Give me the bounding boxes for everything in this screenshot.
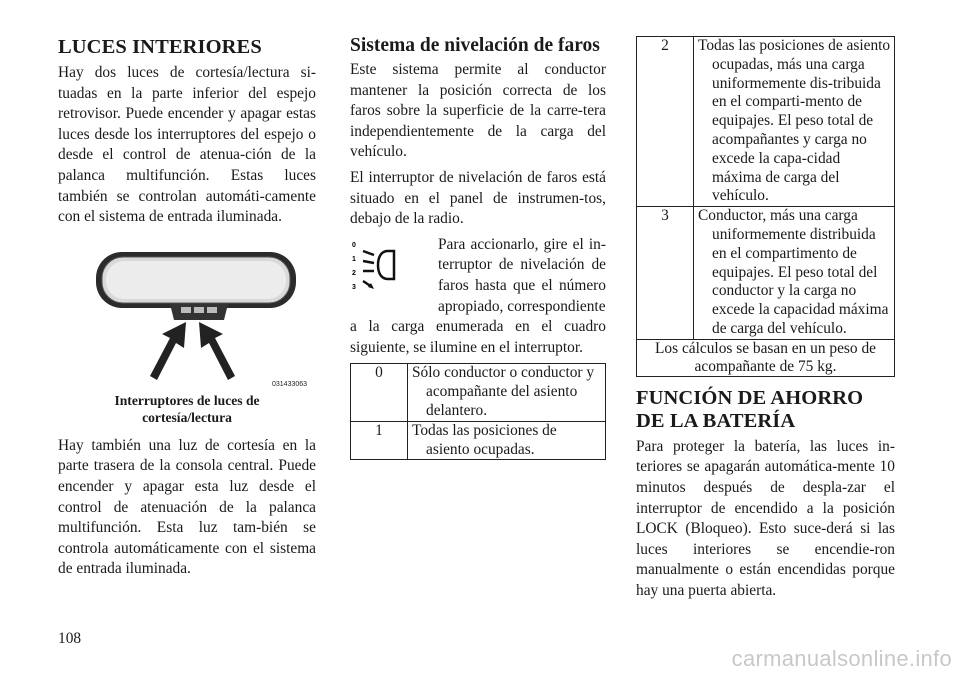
- page-number: 108: [58, 630, 82, 647]
- left-column: [58, 30, 316, 585]
- mirror-illustration: [58, 246, 316, 391]
- table-row: [637, 37, 895, 207]
- table-cell-description: Todas las posiciones de asiento ocupadas.: [408, 421, 606, 460]
- paragraph-battery-saver: Para proteger la batería, las luces in-teriores se apagarán automática-mente 10 minutos después de despla-zar el interruptor de encendido a la posición LOCK (Bloqueo). Esto suce-derá si las luces interiores se encendie-ron manualmente o están encendidas porque hay una puerta abierta.: [636, 437, 895, 599]
- svg-text:3: 3: [352, 283, 356, 291]
- site-watermark: carmanualsonline.info: [731, 646, 952, 671]
- paragraph-console-light: Hay también una luz de cortesía en la parte trasera de la consola central. Puede encender y apagar esta luz desde el control de atenuación de la palanca multifunción. Esta luz tam-bién se controla automáticamente con el sistema de entrada iluminada.: [58, 436, 316, 578]
- table-row: [351, 421, 606, 460]
- headlight-leveling-icon: [350, 237, 410, 295]
- table-cell-level: 3: [637, 207, 694, 340]
- svg-text:1: 1: [352, 255, 356, 263]
- paragraph-courtesy-lights: Hay dos luces de cortesía/lectura si-tuadas en la parte inferior del espejo retrovisor. Puede encender y apagar estas luces desde los interruptores del espejo o desde el control de atenua-ción de la palanca multifunción. Estas luces también se controlan automáti-camente con el sistema de entrada iluminada.: [58, 64, 316, 226]
- rearview-mirror-figure: [58, 246, 316, 391]
- table-row: [637, 207, 895, 340]
- section-title-headlight-leveling: Sistema de nivelación de faros: [350, 35, 600, 56]
- section-title-interior-lights: LUCES INTERIORES: [58, 36, 262, 58]
- middle-column: [350, 30, 606, 460]
- leveling-instructions: [350, 235, 606, 317]
- paragraph-operation-continued: a la carga enumerada en el cuadro siguiente, se ilumine en el interruptor.: [350, 318, 606, 356]
- figure-code: 031433063: [272, 380, 308, 388]
- svg-text:0: 0: [352, 241, 356, 249]
- leveling-table-part-2: [636, 36, 895, 377]
- table-cell-level: 0: [351, 364, 408, 421]
- paragraph-leveling-location: El interruptor de nivelación de faros está situado en el panel de instrumen-tos, debajo de la radio.: [350, 168, 606, 228]
- figure-caption: [58, 392, 316, 426]
- table-row: [351, 364, 606, 421]
- leveling-table-part-1: [350, 363, 606, 460]
- table-cell-level: 2: [637, 37, 694, 207]
- paragraph-leveling-intro: Este sistema permite al conductor mantener la posición correcta de los faros sobre la superficie de la carre-tera independientemente de la carga del vehículo.: [350, 61, 606, 161]
- caption-line-2: cortesía/lectura: [142, 409, 232, 425]
- right-column: [636, 36, 895, 607]
- table-footnote-row: [637, 339, 895, 376]
- table-cell-description: Todas las posiciones de asiento ocupadas, más una carga uniformemente dis-tribuida en el comparti-mento de equipajes. El peso total de acompañantes y carga no excede la capa-cidad máxima de carga del vehículo.: [694, 37, 895, 207]
- table-footnote: Los cálculos se basan en un peso de acompañante de 75 kg.: [637, 339, 895, 376]
- caption-line-1: Interruptores de luces de: [114, 392, 260, 408]
- table-cell-description: Conductor, más una carga uniformemente distribuida en el compartimento de equipajes. El peso total del conductor y la carga no excede la capacidad máxima de carga del vehículo.: [694, 207, 895, 340]
- table-cell-level: 1: [351, 421, 408, 460]
- svg-text:2: 2: [352, 269, 356, 277]
- table-cell-description: Sólo conductor o conductor y acompañante del asiento delantero.: [408, 364, 606, 421]
- section-title-battery-saver: FUNCIÓN DE AHORRO DE LA BATERÍA: [636, 386, 864, 432]
- paragraph-operation-indented: Para accionarlo, gire el in-terruptor de nivelación de faros hasta que el número apropiado, correspondiente: [438, 235, 606, 315]
